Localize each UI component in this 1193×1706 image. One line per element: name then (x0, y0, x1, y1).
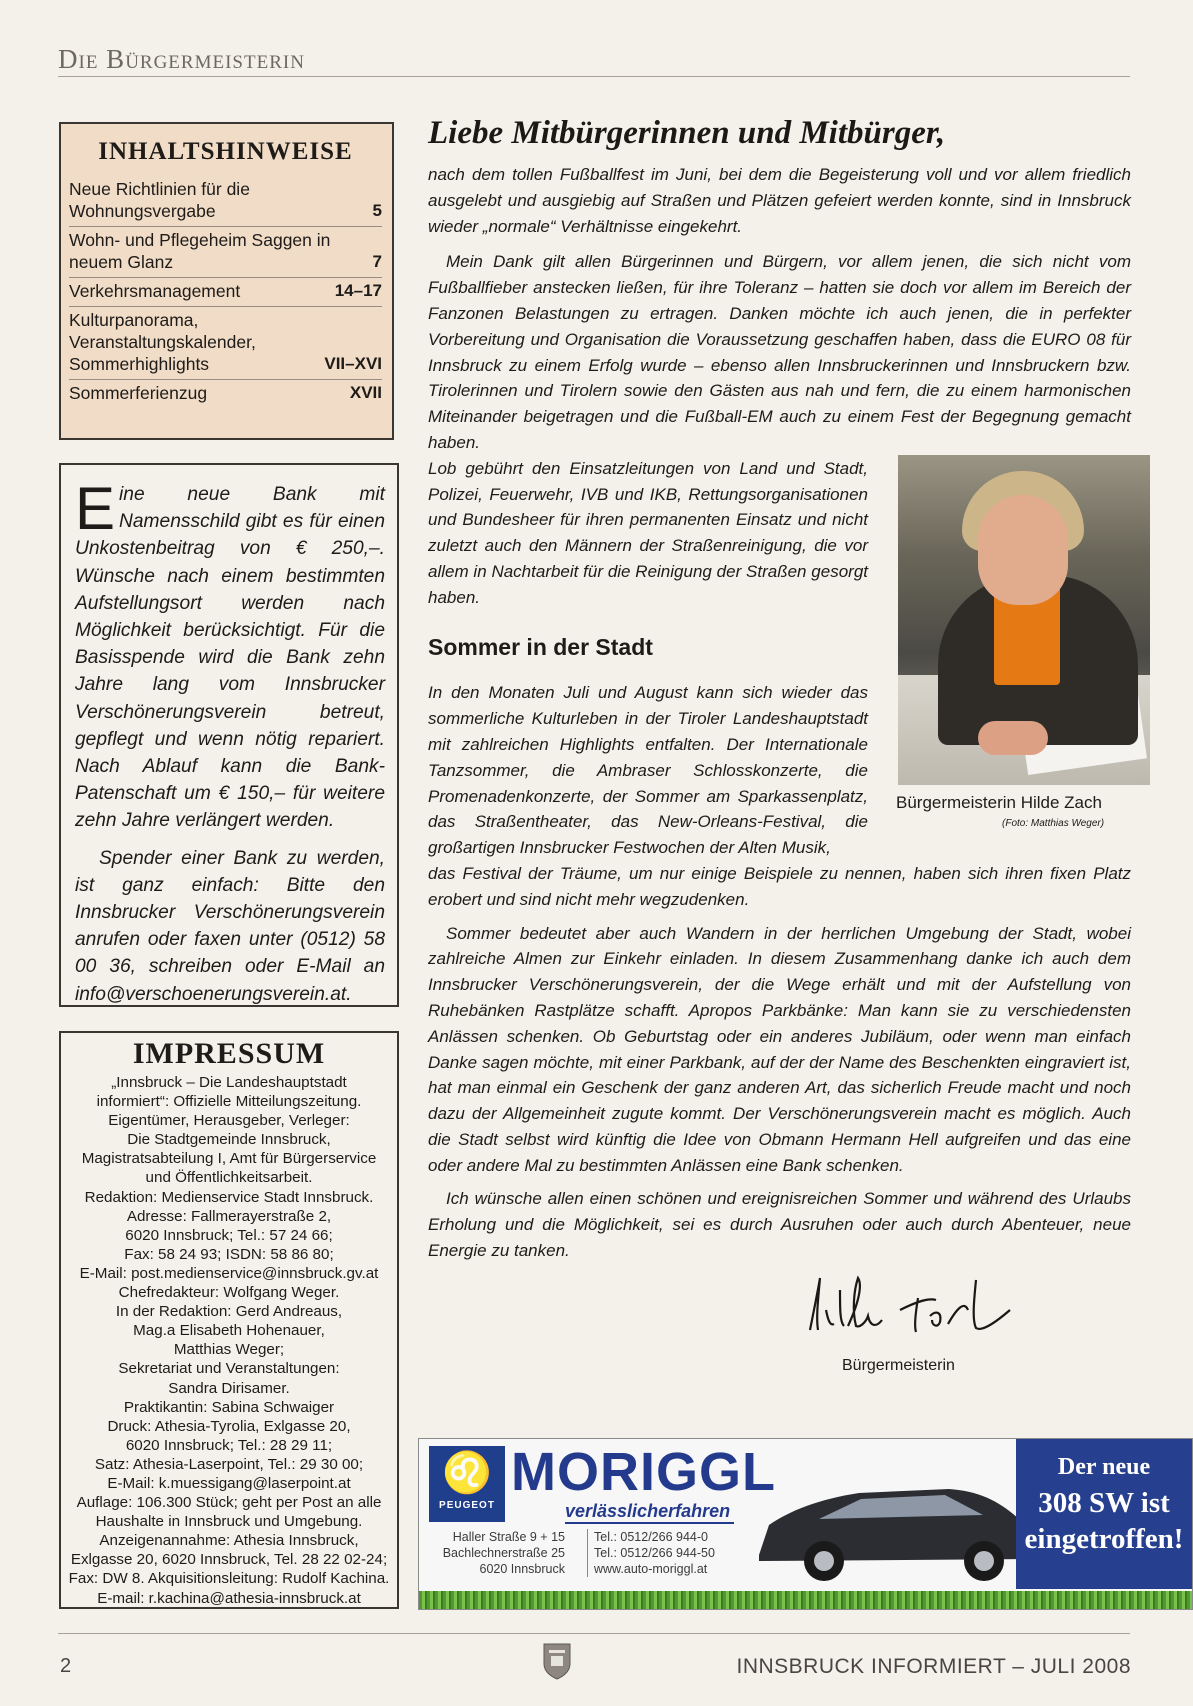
toc-item (69, 380, 382, 408)
impressum-line: Adresse: Fallmerayerstraße 2, (126, 1207, 332, 1225)
impressum-line: Mag.a Elisabeth Hohenauer, (133, 1322, 325, 1340)
article-greeting: Liebe Mitbürgerinnen und Mitbürger, (428, 115, 946, 151)
impressum-line: Exlgasse 20, 6020 Innsbruck, Tel. 28 22 02-24; (70, 1551, 388, 1569)
mayor-photo (898, 455, 1150, 785)
photo-hand (978, 721, 1048, 755)
article-paragraph: nach dem tollen Fußballfest im Juni, bei dem die Begeisterung voll und vor allem friedlich ausgelebt und ausgiebig auf Straßen und Plätzen gefeiert werden konnte, sind in Innsbruck wieder „normale“ Verhältnisse eingekehrt. (428, 165, 1131, 236)
address-line: 6020 Innsbruck (479, 1562, 565, 1576)
impressum-line: Die Stadtgemeinde Innsbruck, (127, 1131, 331, 1149)
article-paragraph: Sommer bedeutet aber auch Wandern in der herrlichen Umgebung der Stadt, wobei zahlreiche Almen zur Einkehr einladen. In diesem Zusammenhang danke ich auch dem Innsbrucker Verschönerungsverein, der die Wege erhält und mit der Aufstellung von Ruhebänken Rastplätze schafft. Apropos Parkbänke: Man kann sie zu verschiedensten Anlässen schenken. Ob Geburtstag oder ein anderes Jubiläum, oder wenn man einfach Danke sagen möchte, mit einer Parkbank, auf der der Name des Beschenkten eingraviert ist, hat man einmal ein Geschenk der ganz anderen Art, das sicherlich Freude macht und noch dazu der Allgemeinheit zugute kommt. Der Verschönerungsverein macht es möglich. Auch die Stadt selbst wird künftig die Idee von Obmann Hermann Hell aufgreifen und das eine oder andere Mal zu bestimmten Anlässen eine Bank schenken. (428, 923, 1131, 1175)
contact-line: Tel.: 0512/266 944-0 (594, 1530, 708, 1544)
toc-item-page: 7 (372, 252, 382, 271)
contact-line: Tel.: 0512/266 944-50 (594, 1546, 715, 1560)
dealer-tagline: verlässlicherfahren (565, 1501, 734, 1524)
toc-item-label: Neue Richtlinien für die Wohnungsvergabe (69, 179, 250, 221)
bank-text: ine neue Bank mit Namensschild gibt es für einen Unkostenbeitrag von € 250,–. Wünsche nach einem bestimmten Aufstellungsort werden nach Möglichkeit berücksichtigt. Für die Basisspende wird die Bank zehn Jahre lang vom Innsbrucker Verschönerungsverein betreut, gepflegt und wenn nötig repariert. Nach Ablauf kann die Bank-Patenschaft um € 150,– für weitere zehn Jahre verlängert werden. (75, 484, 385, 832)
bank-paragraph-contact: Spender einer Bank zu werden, ist ganz einfach: Bitte den Innsbrucker Verschönerungsverein anrufen oder faxen unter (0512) 58 00 36, schreiben oder E-Mail an info@verschoenerungsverein.at. (75, 847, 385, 1005)
impressum-box (59, 1031, 399, 1609)
impressum-line: informiert“: Offizielle Mitteilungszeitung. (96, 1093, 362, 1111)
article-paragraph: Lob gebührt den Einsatzleitungen von Land und Stadt, Polizei, Feuerwehr, IVB und IKB, Rettungsorganisationen und Bundesheer für ihren permanenten Einsatz und nicht zuletzt auch den Männern der Straßenreinigung, die vor allem in Nachtarbeit für die Reinigung der Straßen gesorgt haben. (428, 458, 868, 607)
drop-cap: E (75, 475, 116, 542)
impressum-title: IMPRESSUM (132, 1037, 326, 1070)
promo-panel (1016, 1439, 1192, 1589)
bank-paragraph (75, 475, 385, 835)
car-image (749, 1475, 1049, 1585)
peugeot-brand: PEUGEOT (439, 1500, 495, 1511)
toc-item-page: 5 (372, 201, 382, 220)
impressum-line: 6020 Innsbruck; Tel.: 28 29 11; (125, 1436, 333, 1454)
impressum-line: Praktikantin: Sabina Schwaiger (123, 1398, 335, 1416)
dealer-contact (587, 1529, 715, 1577)
impressum-line: Chefredakteur: Wolfgang Weger. (118, 1284, 340, 1302)
article-paragraph: In den Monaten Juli und August kann sich wieder das sommerliche Kulturleben in der Tiroler Landeshauptstadt mit zahlreichen Highlights entfalten. Der Internationale Tanzsommer, die Ambraser Schlosskonzerte, die Promenadenkonzerte, der Sommer am Sparkassenplatz, das Straßentheater, das New-Orleans-Festival, die großartigen Innsbrucker Festwochen der Alten Musik, (428, 683, 868, 858)
peugeot-logo (429, 1446, 505, 1522)
dealer-name: MORIGGL (511, 1442, 776, 1502)
footer-rule (58, 1633, 1130, 1634)
impressum-line: Magistratsabteilung I, Amt für Bürgerservice (81, 1150, 377, 1168)
article-paragraph: das Festival der Träume, um nur einige Beispiele zu nennen, haben sich ihren fixen Platz erobert und sind nicht mehr wegzudenken. (428, 863, 1131, 909)
toc-item (69, 227, 382, 278)
impressum-lines (63, 1073, 395, 1608)
photo-face (978, 495, 1068, 605)
impressum-line: Eigentümer, Herausgeber, Verleger: (108, 1112, 350, 1130)
impressum-line: „Innsbruck – Die Landeshauptstadt (111, 1074, 347, 1091)
dealer-address (427, 1529, 565, 1577)
toc-item-label: Wohn- und Pflegeheim Saggen in neuem Glanz (69, 230, 331, 272)
impressum-line: 6020 Innsbruck; Tel.: 57 24 66; (125, 1226, 333, 1244)
address-line: Haller Straße 9 + 15 (452, 1530, 565, 1544)
impressum-line: Sekretariat und Veranstaltungen: (118, 1360, 340, 1378)
city-crest-icon (542, 1640, 572, 1680)
impressum-line: E-Mail: k.muessigang@laserpoint.at (107, 1474, 351, 1492)
impressum-line: Redaktion: Medienservice Stadt Innsbruck. (84, 1188, 374, 1206)
toc-item (69, 307, 382, 380)
impressum-line: Matthias Weger; (173, 1341, 285, 1359)
toc-item-page: 14–17 (334, 281, 382, 300)
section-heading: Sommer in der Stadt (428, 633, 653, 660)
moriggl-advertisement (418, 1438, 1193, 1610)
impressum-line: Fax: DW 8. Akquisitionsleitung: Rudolf Kachina. (68, 1570, 390, 1588)
impressum-line: Druck: Athesia-Tyrolia, Exlgasse 20, (107, 1417, 351, 1435)
promo-line: 308 SW ist (1038, 1487, 1170, 1519)
article-paragraph (428, 249, 1131, 455)
grass-strip (419, 1591, 1192, 1609)
impressum-line: Haushalte in Innsbruck und Umgebung. (95, 1513, 363, 1531)
impressum-line: Auflage: 106.300 Stück; geht per Post an alle (76, 1494, 382, 1512)
impressum-line: E-mail: r.kachina@athesia-innsbruck.at (97, 1589, 361, 1607)
article-paragraph: Ich wünsche allen einen schönen und ereignisreichen Sommer und während des Urlaubs Erholung und die Möglichkeit, sei es durch Ausruhen oder auch durch Abenteuer, neue Energie zu tanken. (428, 1189, 1131, 1261)
toc-item-label: Verkehrsmanagement (69, 281, 241, 301)
toc-item-label: Sommerferienzug (69, 383, 208, 403)
running-header: Die Bürgermeisterin (58, 44, 305, 74)
toc-item (69, 278, 382, 307)
article-text: Mein Dank gilt allen Bürgerinnen und Bürgern, vor allem jenen, die sich nicht vom Fußballfieber anstecken ließen, für ihre Toleranz – hatten sie doch vor allem im Bereich der Fanzonen Belastungen zu ertragen. Danken möchte ich auch jenen, die in perfekter Vorbereitung und Organisation die Voraussetzung geschaffen haben, dass die EURO 08 für Innsbruck zu einem Erfolg wurde – ebenso allen Innsbruckerinnen und Innsbruckern bzw. Tirolerinnen und Tirolern sowie den Gästen aus nah und fern, die zu einem harmonischen Miteinander beigetragen und die Fußball-EM auch zu einem Fest der Begegnung gemacht haben. (428, 252, 1131, 452)
lion-icon: ♌ (442, 1451, 492, 1495)
impressum-line: Satz: Athesia-Laserpoint, Tel.: 29 30 00; (94, 1455, 364, 1473)
header-rule (58, 76, 1130, 77)
toc-box (59, 122, 394, 440)
toc-title: INHALTSHINWEISE (98, 138, 353, 165)
photo-credit: (Foto: Matthias Weger) (1002, 818, 1105, 829)
promo-line: eingetroffen! (1024, 1523, 1184, 1555)
toc-item-label: Kulturpanorama, Veranstaltungskalender, Sommerhighlights (69, 310, 256, 374)
impressum-line: E-Mail: post.medienservice@innsbruck.gv.at (79, 1264, 379, 1282)
impressum-line: Anzeigenannahme: Athesia Innsbruck, (99, 1532, 359, 1550)
photo-caption: Bürgermeisterin Hilde Zach (896, 793, 1102, 812)
toc-item-page: VII–XVI (324, 354, 382, 373)
promo-line: Der neue (1057, 1454, 1151, 1480)
impressum-line: und Öffentlichkeitsarbeit. (145, 1169, 313, 1187)
toc-item (69, 176, 382, 227)
bank-sponsorship-box (59, 463, 399, 1007)
signature-label: Bürgermeisterin (842, 1357, 955, 1374)
signature-graphic (800, 1270, 1020, 1340)
impressum-line: In der Redaktion: Gerd Andreaus, (115, 1303, 343, 1321)
publication-title: INNSBRUCK INFORMIERT – JULI 2008 (736, 1655, 1131, 1678)
address-line: Bachlechnerstraße 25 (442, 1546, 565, 1560)
page-number: 2 (60, 1655, 72, 1677)
impressum-line: Fax: 58 24 93; ISDN: 58 86 80; (124, 1245, 334, 1263)
contact-line: www.auto-moriggl.at (594, 1562, 708, 1576)
toc-item-page: XVII (349, 383, 382, 402)
impressum-line: Sandra Dirisamer. (168, 1379, 290, 1397)
